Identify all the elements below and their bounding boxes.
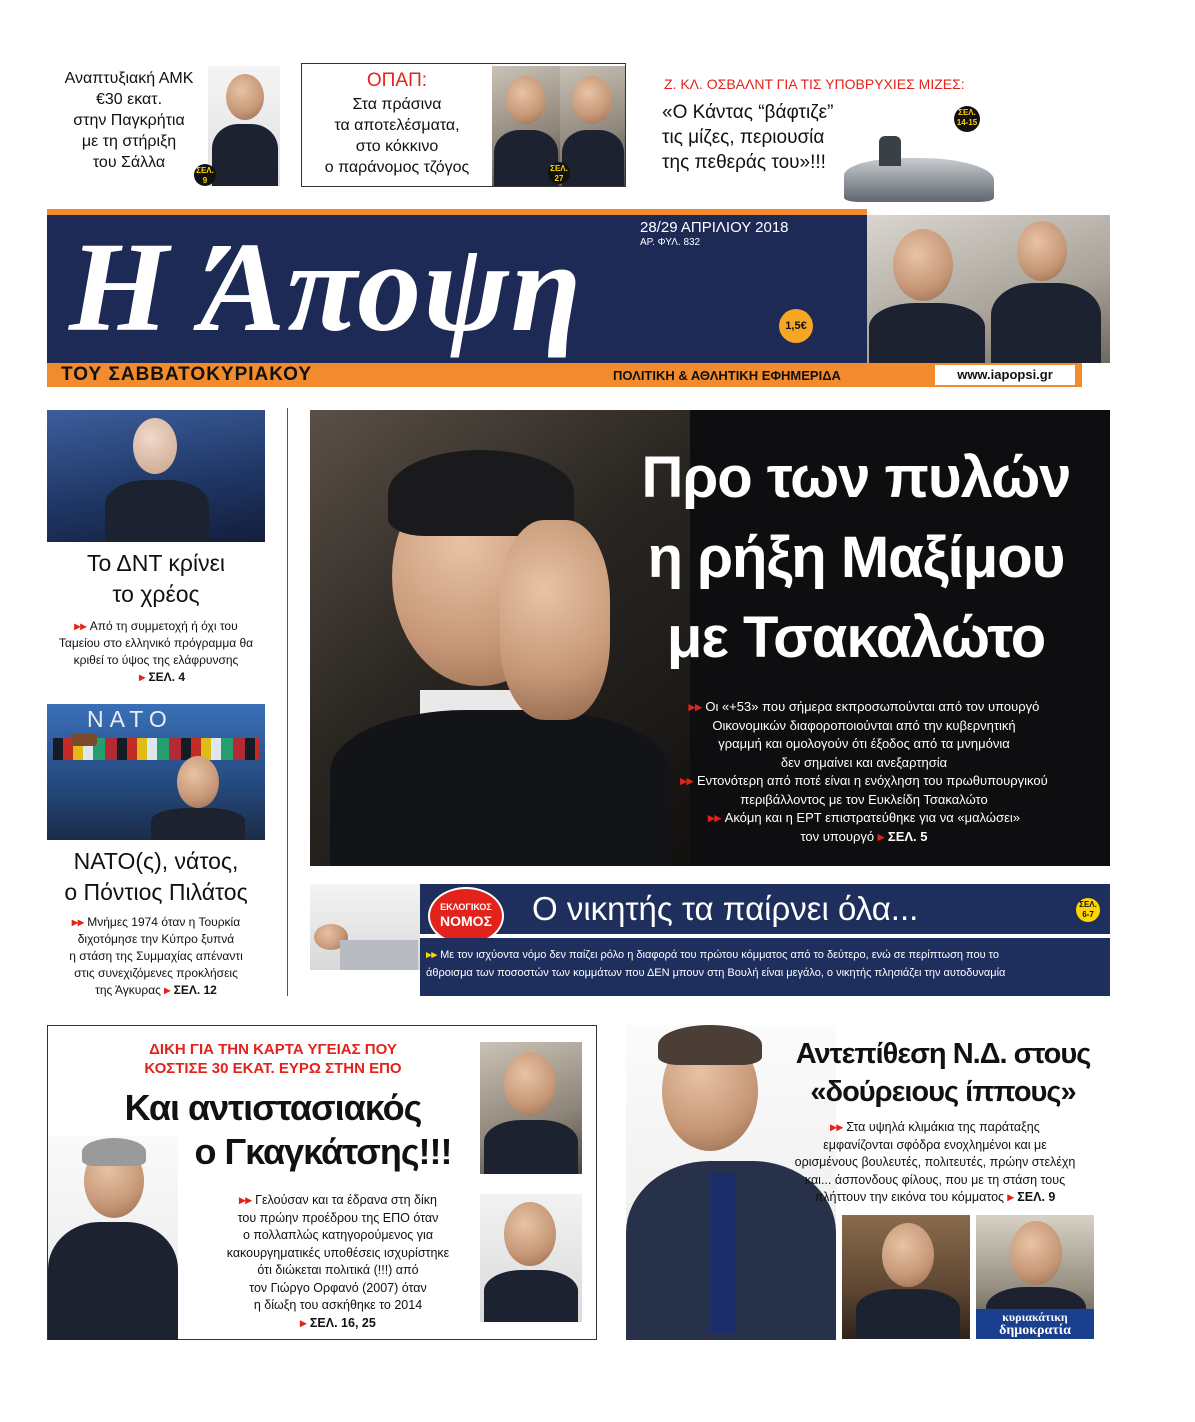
page-ref-arrow-icon: ▸ bbox=[160, 983, 174, 997]
teaser-opap-title: ΟΠΑΠ: bbox=[366, 70, 428, 91]
salla-suit bbox=[212, 124, 278, 186]
lagarde-photo bbox=[47, 410, 265, 542]
submarine-tower bbox=[879, 136, 901, 166]
orfanos-photo bbox=[480, 1194, 582, 1322]
gagatsis-body bbox=[188, 1192, 488, 1332]
nd-left-head bbox=[882, 1223, 934, 1287]
stoltenberg-suit bbox=[151, 808, 245, 840]
bullet-arrow-icon: ▸▸ bbox=[680, 773, 697, 788]
story-nato-body bbox=[47, 914, 265, 999]
sidebar-divider bbox=[287, 408, 288, 996]
orfanos-head bbox=[504, 1202, 556, 1266]
story-imf-title-line: Το ΔΝΤ κρίνει bbox=[87, 550, 225, 576]
page-ref-arrow-icon: ▸ bbox=[300, 1315, 310, 1330]
bullet-arrow-icon: ▸▸ bbox=[71, 915, 88, 929]
ballot-photo bbox=[310, 884, 420, 970]
lead-headline-line: Προ των πυλών bbox=[641, 445, 1071, 510]
gagatsis-body-line: του πρώην προέδρου της ΕΠΟ όταν bbox=[237, 1210, 439, 1225]
lead-headline-line: η ρήξη Μαξίμου bbox=[647, 525, 1065, 590]
election-body-line: Με τον ισχύοντα νόμο δεν παίζει ρόλο η διαφορά του πρώτου κόμματος από το δεύτερο, ενώ σε περίπτωση που το bbox=[440, 949, 999, 961]
nd-headline-line: «δούρειους ίππους» bbox=[810, 1076, 1076, 1108]
teaser-amk-line: €30 εκατ. bbox=[95, 91, 163, 108]
story-imf-body bbox=[47, 618, 265, 686]
teaser-amk-line: στην Παγκρήτια bbox=[73, 112, 185, 129]
teaser-submarines-text bbox=[662, 100, 833, 175]
gagatsis-body-line: ο πολλαπλώς κατηγορούμενος για bbox=[242, 1228, 434, 1242]
teaser-opap-line: τα αποτελέσματα, bbox=[334, 117, 460, 134]
lagarde-suit bbox=[105, 480, 209, 542]
lead-bullet-line: Οι «+53» που σήμερα εκπροσωπούνται από τον υπουργό bbox=[705, 699, 1040, 714]
gagatsis-body-line: η δίωξη του ασκήθηκε το 2014 bbox=[253, 1298, 423, 1312]
story-imf-body-line: κριθεί το ύψος της ελάφρυνσης bbox=[73, 653, 239, 667]
teaser-submarines-line: της πεθεράς του»!!! bbox=[662, 152, 826, 173]
lead-bullet-line: περιβάλλοντος με τον Ευκλείδη Τσακαλώτο bbox=[740, 791, 988, 807]
lead-story[interactable] bbox=[310, 410, 1110, 866]
teaser-amk-line: Αναπτυξιακή ΑΜΚ bbox=[64, 70, 194, 87]
stoltenberg-head bbox=[177, 756, 219, 808]
election-badge bbox=[428, 887, 504, 945]
salla-photo bbox=[208, 66, 280, 186]
lead-bullet-line: Εντονότερη από ποτέ είναι η ενόχληση του πρωθυπουργικού bbox=[696, 773, 1048, 788]
story-nato-ref[interactable]: ΣΕΛ. 12 bbox=[173, 983, 217, 997]
page-ref-arrow-icon: ▸ bbox=[1004, 1190, 1018, 1204]
story-nato-body-line: η στάση της Συμμαχίας απέναντι bbox=[69, 949, 243, 963]
lead-bullet-line: Ακόμη και η ΕΡΤ επιστρατεύθηκε για να «μαλώσει» bbox=[724, 810, 1020, 825]
election-headline: Ο νικητής τα παίρνει όλα... bbox=[532, 890, 919, 927]
gagatsis-ref[interactable]: ΣΕΛ. 16, 25 bbox=[309, 1315, 376, 1330]
nd-headline bbox=[776, 1035, 1110, 1111]
masthead-photo bbox=[867, 215, 1110, 363]
nd-body-line: πλήττουν την εικόνα του κόμματος bbox=[814, 1190, 1005, 1204]
teaser-opap-page-badge: ΣΕΛ. 27 bbox=[548, 162, 570, 184]
teaser-amk-line: του Σάλλα bbox=[92, 154, 166, 171]
nd-body-line: εμφανίζονται σφόδρα ενοχλημένοι και με bbox=[823, 1137, 1047, 1152]
page-ref-arrow-icon: ▸ bbox=[874, 828, 888, 844]
election-badge-line: ΕΚΛΟΓΙΚΟΣ bbox=[440, 902, 492, 912]
avramopoulos-suit bbox=[484, 1120, 578, 1174]
kantas-suit bbox=[869, 303, 985, 363]
teaser-opap-line: στο κόκκινο bbox=[355, 138, 439, 155]
story-gagatsis[interactable] bbox=[47, 1025, 597, 1340]
masthead-title: Η Άποψη bbox=[69, 216, 583, 358]
nd-photo-left bbox=[842, 1215, 970, 1339]
teaser-opap-line: ο παράνομος τζόγος bbox=[324, 159, 470, 176]
teaser-submarines-kicker: Ζ. ΚΛ. ΟΣΒΑΛΝΤ ΓΙΑ ΤΙΣ ΥΠΟΒΡΥΧΙΕΣ ΜΙΖΕΣ: bbox=[664, 76, 965, 92]
nato-sign: NATO bbox=[87, 706, 173, 732]
story-nato-title-line: ο Πόντιος Πιλάτος bbox=[64, 879, 248, 905]
gagatsis-photo bbox=[48, 1136, 178, 1340]
bullet-arrow-icon: ▸▸ bbox=[707, 810, 725, 825]
story-nato[interactable] bbox=[47, 704, 265, 996]
election-badge-line: ΝΟΜΟΣ bbox=[440, 913, 492, 929]
gagatsis-body-line: Γελούσαν και τα έδρανα στη δίκη bbox=[255, 1193, 437, 1207]
lead-bullet-line: δεν σημαίνει και ανεξαρτησία bbox=[780, 754, 948, 770]
story-imf-body-line: Από τη συμμετοχή ή όχι του bbox=[89, 619, 238, 633]
tsakalotos-hand bbox=[500, 520, 610, 720]
osvald-suit bbox=[991, 283, 1101, 363]
gagatsis-hair bbox=[82, 1138, 146, 1166]
masthead-subtitle: ΤΟΥ ΣΑΒΒΑΤΟΚΥΡΙΑΚΟΥ bbox=[61, 364, 313, 385]
gagatsis-body-line: ότι διώκεται πολιτικά (!!!) από bbox=[257, 1263, 419, 1277]
submarine-image bbox=[844, 158, 994, 202]
teaser-submarines[interactable] bbox=[654, 62, 1109, 210]
masthead-issue: ΑΡ. ΦΥΛ. 832 bbox=[640, 237, 701, 248]
opap-right-suit bbox=[562, 130, 624, 186]
opap-photo-right bbox=[560, 66, 625, 186]
story-nato-title bbox=[47, 846, 265, 908]
teaser-amk[interactable] bbox=[48, 62, 278, 188]
lead-ref[interactable]: ΣΕΛ. 5 bbox=[887, 828, 928, 844]
story-imf[interactable] bbox=[47, 410, 265, 685]
story-nd[interactable] bbox=[626, 1025, 1110, 1340]
tsakalotos-jacket bbox=[330, 710, 670, 866]
nato-photo bbox=[47, 704, 265, 840]
story-imf-body-line: Ταμείου στο ελληνικό πρόγραμμα θα bbox=[58, 636, 254, 650]
teaser-amk-line: με τη στήριξη bbox=[81, 133, 177, 150]
osvald-head bbox=[1017, 221, 1067, 281]
nd-ref[interactable]: ΣΕΛ. 9 bbox=[1017, 1190, 1056, 1204]
nd-right-head bbox=[1010, 1221, 1062, 1285]
story-imf-title bbox=[47, 548, 265, 610]
election-body-line: άθροισμα των ποσοστών των κομμάτων που ΔΕΝ μπουν στη Βουλή είναι μεγάλο, ο νικητής πλησιάζει την αυτοδυναμία bbox=[426, 967, 1006, 979]
masthead bbox=[47, 209, 1110, 387]
lead-headline-line: με Τσακαλώτο bbox=[666, 605, 1046, 670]
gagatsis-kicker-line: ΔΙΚΗ ΓΙΑ ΤΗΝ ΚΑΡΤΑ ΥΓΕΙΑΣ ΠΟΥ bbox=[149, 1041, 397, 1058]
gavel-icon bbox=[71, 734, 97, 746]
kantas-head bbox=[893, 229, 953, 301]
ballot-box bbox=[340, 940, 418, 970]
opap-right-head bbox=[572, 76, 612, 124]
lead-bullet-line: τον υπουργό bbox=[800, 828, 875, 844]
avramopoulos-head bbox=[504, 1052, 556, 1116]
story-imf-title-line: το χρέος bbox=[112, 581, 200, 607]
teaser-opap[interactable] bbox=[301, 63, 626, 187]
teaser-amk-text bbox=[54, 68, 204, 173]
story-imf-ref[interactable]: ΣΕΛ. 4 bbox=[148, 670, 185, 684]
teaser-submarines-page-badge: ΣΕΛ. 14-15 bbox=[954, 106, 980, 132]
gagatsis-suit bbox=[48, 1222, 178, 1340]
gagatsis-kicker-line: ΚΟΣΤΙΣΕ 30 ΕΚΑΤ. ΕΥΡΩ ΣΤΗΝ ΕΠΟ bbox=[144, 1060, 402, 1077]
orfanos-suit bbox=[484, 1270, 578, 1322]
story-nato-body-line: της Άγκυρας bbox=[95, 983, 161, 997]
nd-body-line: Στα υψηλά κλιμάκια της παράταξης bbox=[846, 1120, 1040, 1134]
teaser-amk-page-badge: ΣΕΛ. 9 bbox=[194, 164, 216, 186]
logo-line: κυριακάτικη bbox=[1002, 1310, 1068, 1324]
nd-headline-line: Αντεπίθεση Ν.Δ. στους bbox=[795, 1038, 1091, 1070]
kyriakatiki-dimokratia-logo bbox=[976, 1309, 1094, 1339]
bullet-arrow-icon: ▸▸ bbox=[688, 699, 706, 714]
bullet-arrow-icon: ▸▸ bbox=[74, 619, 90, 633]
nd-body-line: και... άσπονδους φίλους, που με τη στάση τους bbox=[804, 1172, 1066, 1187]
website-link[interactable]: www.iapopsi.gr bbox=[935, 365, 1075, 385]
masthead-tagline: ΠΟΛΙΤΙΚΗ & ΑΘΛΗΤΙΚΗ ΕΦΗΜΕΡΙΔΑ bbox=[613, 368, 841, 383]
lead-bullets bbox=[656, 698, 1072, 846]
logo-line: δημοκρατία bbox=[999, 1323, 1071, 1338]
election-page-badge: ΣΕΛ. 6-7 bbox=[1076, 898, 1100, 922]
lead-bullet-line: γραμμή και ομολογούν ότι έξοδος από τα μνημόνια bbox=[718, 736, 1010, 751]
gagatsis-kicker bbox=[68, 1040, 478, 1078]
gagatsis-body-line: τον Γιώργο Ορφανό (2007) όταν bbox=[249, 1280, 427, 1295]
salla-head bbox=[226, 74, 264, 120]
story-election-law[interactable] bbox=[310, 884, 1110, 996]
lagarde-head bbox=[133, 418, 177, 474]
mitsotakis-tie bbox=[710, 1173, 736, 1333]
gagatsis-headline-line: Και αντιστασιακός bbox=[124, 1087, 422, 1128]
bullet-arrow-icon: ▸▸ bbox=[239, 1193, 256, 1207]
nd-body-line: ορισμένους βουλευτές, πολιτευτές, πρώην στελέχη bbox=[794, 1155, 1076, 1169]
opap-left-head bbox=[506, 76, 546, 124]
lead-headline bbox=[602, 438, 1110, 678]
price-badge: 1,5€ bbox=[779, 309, 813, 343]
bullet-arrow-icon: ▸▸ bbox=[830, 1120, 847, 1134]
teaser-opap-line: Στα πράσινα bbox=[352, 96, 442, 113]
avramopoulos-photo bbox=[480, 1042, 582, 1174]
story-nato-body-line: διχοτόμησε την Κύπρο ξυπνά bbox=[77, 932, 235, 946]
bullet-arrow-icon: ▸▸ bbox=[426, 949, 441, 961]
lead-bullet-line: Οικονομικών διαφοροποιούνται από την κυβερνητική bbox=[712, 717, 1016, 733]
mitsotakis-hair bbox=[658, 1025, 762, 1065]
nd-left-suit bbox=[856, 1289, 960, 1339]
masthead-date: 28/29 ΑΠΡΙΛΙΟΥ 2018 bbox=[640, 219, 789, 236]
story-nato-title-line: ΝΑΤΟ(ς), νάτος, bbox=[73, 848, 239, 874]
teaser-submarines-line: «Ο Κάντας “βάφτιζε” bbox=[662, 102, 834, 123]
story-nato-body-line: Μνήμες 1974 όταν η Τουρκία bbox=[87, 915, 241, 929]
gagatsis-headline-line: ο Γκαγκάτσης!!! bbox=[194, 1131, 452, 1172]
gagatsis-body-line: κακουργηματικές υποθέσεις ισχυρίστηκε bbox=[226, 1245, 450, 1260]
teaser-submarines-line: τις μίζες, περιουσία bbox=[662, 127, 825, 148]
story-nato-body-line: στις συνεχιζόμενες προκλήσεις bbox=[74, 966, 238, 980]
page-ref-arrow-icon: ▸ bbox=[139, 670, 149, 684]
election-body bbox=[426, 946, 1106, 982]
teaser-opap-text bbox=[302, 94, 492, 178]
nd-body bbox=[772, 1119, 1098, 1207]
